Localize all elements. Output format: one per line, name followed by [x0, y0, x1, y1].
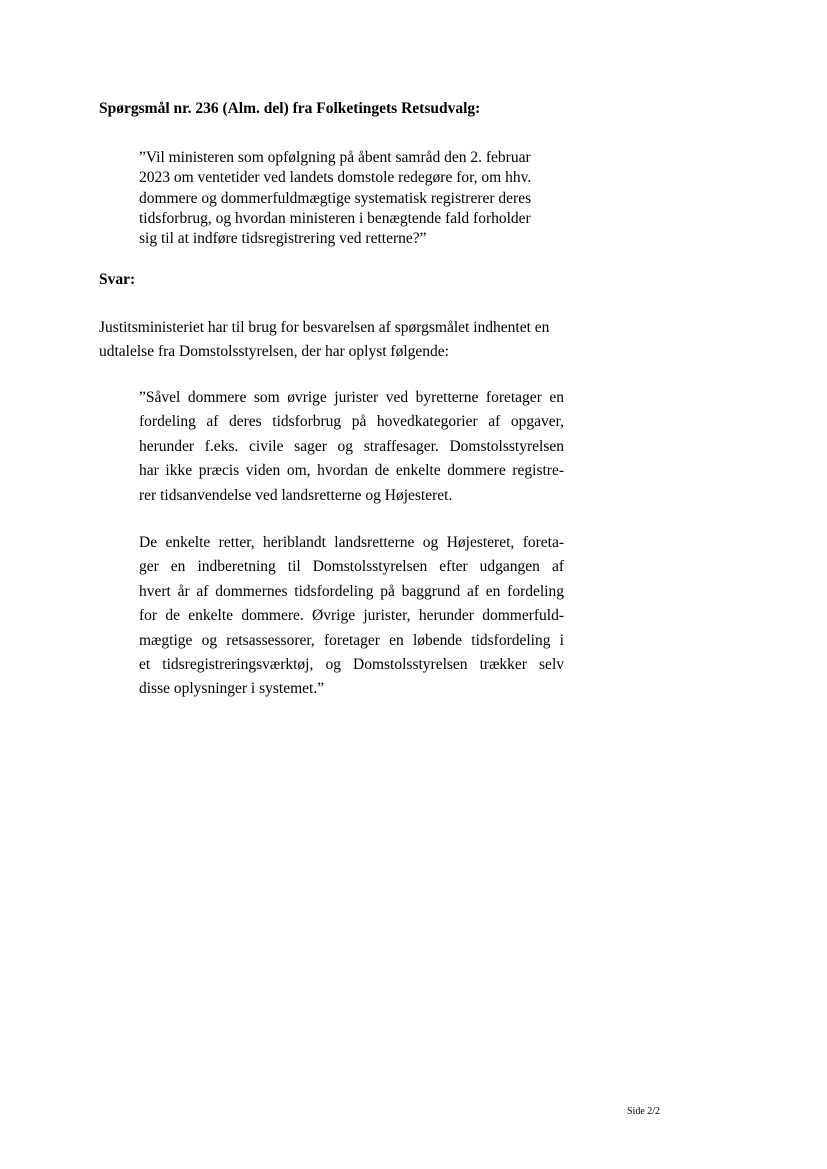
quote-line: et tidsregistreringsværktøj, og Domstolsstyrelsen trækker selv — [139, 656, 564, 674]
answer-intro — [99, 316, 609, 365]
quote-line: De enkelte retter, heriblandt landsretterne og Højesteret, foreta- — [139, 534, 564, 551]
quote-line: for de enkelte dommere. Øvrige jurister, herunder dommerfuld- — [139, 607, 564, 625]
question-heading: Spørgsmål nr. 236 (Alm. del) fra Folketingets Retsudvalg: — [99, 100, 481, 117]
question-line: sig til at indføre tidsregistrering ved retterne?” — [139, 230, 427, 248]
quote-line: disse oplysninger i systemet.” — [139, 680, 325, 698]
quote-line: hvert år af dommernes tidsfordeling på baggrund af en fordeling — [139, 582, 564, 600]
question-line: ”Vil ministeren som opfølgning på åbent samråd den 2. februar — [139, 149, 531, 166]
quote-line: rer tidsanvendelse ved landsretterne og Højesteret. — [139, 486, 453, 504]
quote-line: herunder f.eks. civile sager og straffesager. Domstolsstyrelsen — [139, 437, 564, 455]
quote-line: ger en indberetning til Domstolsstyrelsen efter udgangen af — [139, 558, 564, 576]
quote-line: mægtige og retsassessorer, foretager en løbende tidsfordeling i — [139, 631, 564, 649]
intro-line: Justitsministeriet har til brug for besvarelsen af spørgsmålet indhentet en — [99, 319, 550, 336]
quote-line: fordeling af deres tidsforbrug på hovedkategorier af opgaver, — [139, 413, 564, 431]
page-number: Side 2/2 — [627, 1106, 661, 1117]
quote-line: ”Såvel dommere som øvrige jurister ved byretterne foretager en — [139, 389, 564, 406]
quote-paragraph-1 — [139, 386, 564, 508]
answer-label: Svar: — [99, 271, 136, 288]
question-line: dommere og dommerfuldmægtige systematisk registrerer deres — [139, 189, 532, 207]
question-line: tidsforbrug, og hvordan ministeren i benægtende fald forholder — [139, 209, 531, 227]
quote-paragraph-2 — [139, 531, 564, 702]
question-line: 2023 om ventetider ved landets domstole redegøre for, om hhv. — [139, 169, 532, 187]
question-text — [139, 148, 579, 249]
intro-line: udtalelse fra Domstolsstyrelsen, der har oplyst følgende: — [99, 343, 449, 361]
quote-line: har ikke præcis viden om, hvordan de enkelte dommere registre- — [139, 462, 564, 480]
